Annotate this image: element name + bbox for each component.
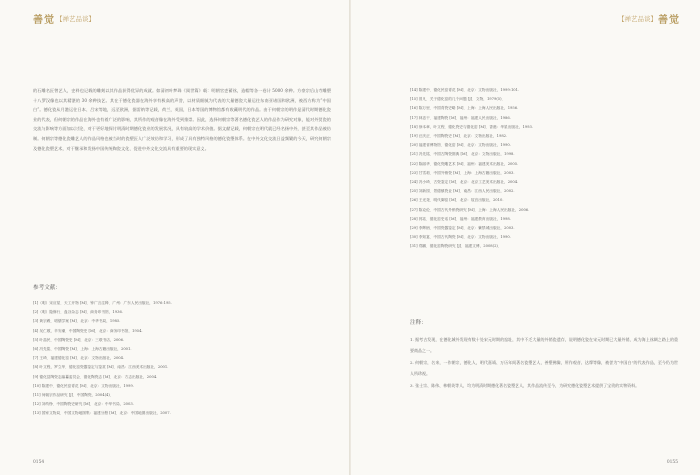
references-list-left <box>33 299 333 419</box>
brand-header-left <box>33 11 95 26</box>
column-label: 【禅艺品谈】 <box>618 15 657 23</box>
page-number-right: 0155 <box>666 460 678 465</box>
reference-item: [11] 何朝宗作品研究 [J]．中国陶瓷，2004(4)． <box>33 393 114 398</box>
reference-item: [31] 郑鹏．德化窑陶瓷研究 [J]．福建文博，2008(2)． <box>410 244 502 249</box>
reference-item: [9] 德化县陶瓷志编纂委员会．德化陶瓷志 [M]．北京：方志出版社，2004. <box>33 374 158 379</box>
reference-item: [21] 冯先铭．中国古陶瓷图典 [M]．北京：文物出版社，1998. <box>410 152 515 157</box>
reference-item: [24] 冯小琦．古瓷鉴定 [M]．北京：北京工艺美术出版社，2004. <box>410 180 519 185</box>
reference-item: [1]（明）宋应星．天工开物 [M]．钟广言注释．广州：广东人民出版社，1976:195. <box>33 301 172 305</box>
reference-item: [20] 福建省博物馆．德化窑 [M]．北京：文物出版社，1990. <box>410 143 511 148</box>
reference-item: [30] 李知宴．中国古代陶瓷 [M]．北京：文物出版社，1990. <box>410 235 511 240</box>
left-page <box>0 0 349 475</box>
body-text: 的石雕名匠曾艺人，史料也记载的雕刻以其作品获得优异的成就。如清初叶梦珠《阅世篇》载：明朝官吏蓄丝，造帽等各一卷计 5000 余种。方豪宗后山寺雕塑十八罗汉像也以其精湛的 30 余种技艺。其在于德化瓷器在海外享有极高的声誉，以材质细腻为代表的大量德瓷大量运往东南亚诸国和欧洲，被西方称为“中国白”。德化瓷从月港运往日本、吕宋等地，远至欧洲，据雷纳等记载，荷兰，英国，日本等国的博物馆都有收藏明代的作品。由于何朝宗的明作是清代时期德化瓷业的代表，但何朝宗的作品在海外也有着广泛的影响，其所作的观音像在海外受到推崇。因此，选择何朝宗等著名德化瓷艺人的作品作为研究对象，能对外贸瓷的交流与影响等方面加以讨论，对于更好地探讨明清时期德化瓷业的发展状况，具有较高的学术价值。据文献记载，何朝宗在明代就已经名扬中外，甚至其作品被仿制。何朝宗等德化瓷雕艺人的作品风格也被当时的瓷塑匠人广泛效仿和学习，形成了具有独特风格的德化瓷塑体系。在中外文化交流日益频繁的今天，研究何朝宗及德化瓷塑艺术，对于继承和发扬中国传统陶瓷文化、促进中外文化交流具有重要的现实意义。 <box>33 88 331 151</box>
reference-item: [22] 陈丽华．德化瓷雕艺术 [M]．福州：福建美术出版社，2005. <box>410 161 519 166</box>
reference-item: [7] 王琦．福建德化窑 [M]．北京：文物出版社，2004. <box>33 356 125 361</box>
notes-title: 注释： <box>410 320 427 326</box>
reference-item: [6] 冯先铭．中国陶瓷 [M]．上海：上海古籍出版社，2001. <box>33 347 132 352</box>
page-number-left: 0154 <box>33 460 45 465</box>
reference-item: [18] 徐本章，叶文程．德化瓷史与德化窑 [M]．香港：华星出版社，1993. <box>410 124 533 129</box>
reference-item: [12] 刘幼铮．中国陶瓷史研究 [M]．北京：中华书局，2003. <box>33 402 134 407</box>
reference-item: [10] 陈建中．德化民窑青花 [M]．北京：文物出版社，1999. <box>33 383 134 388</box>
reference-item: [17] 林忠干．福建陶瓷 [M]．福州：福建人民出版社，1986. <box>410 115 511 120</box>
brand-mark: 善觉 <box>33 15 55 26</box>
reference-item: [8] 叶文程，罗立华．德化窑瓷器鉴定与鉴赏 [M]．南昌：江西美术出版社，2001. <box>33 365 169 370</box>
note-item: 1. 据考古发现，在德化城外发现有数十处宋元时期的窑址，其中不乏大量的外销瓷遗存，说明德化瓷在宋元时期已大量外销，成为海上丝绸之路上的重要商品之一。 <box>410 337 678 353</box>
brand-mark: 善觉 <box>658 15 680 26</box>
reference-item: [2]（明）隐修行．盘谷杂志 [M]．商务印书馆，1936. <box>33 310 123 315</box>
reference-item: [3] 黄宗羲．明儒学案 [M]．北京：中华书局，1985. <box>33 319 121 324</box>
reference-item: [14] 陈建中．德化民窑青花 [M]．北京：文物出版社，1999:101. <box>410 88 520 92</box>
reference-item: [26] 王光尧．明代御窑 [M]．北京：故宫出版社，2010. <box>410 198 504 203</box>
reference-item: [19] 汪庆正．中国陶瓷史 [M]．北京：文物出版社，1982. <box>410 134 508 139</box>
note-item: 3. 张士宗、陈伟、林朝英等人，均为明清时期德化著名瓷塑艺人，其作品流传至今，为研究德化瓷塑艺术提供了宝贵的实物资料。 <box>410 383 640 388</box>
reference-item: [28] 郭祐．德化窑史话 [M]．福州：福建教育出版社，1998. <box>410 216 511 221</box>
note-item: 2. 何朝宗，名来，一作朝宗，德化人，明代嘉靖、万历年间著名瓷塑艺人，善塑佛像，所作观音、达摩等像，被誉为“中国白”的代表作品，至今仍为世人所珍视。 <box>410 360 678 376</box>
reference-item: [15] 曾凡．关于德化窑的几个问题 [J]．文物，1979(5)． <box>410 97 506 102</box>
reference-item: [16] 陈万里．中国青瓷史略 [M]．上海：上海人民出版社，1956. <box>410 106 519 111</box>
reference-item: [29] 李辉柄．中国瓷器鉴定 [M]．北京：紫禁城出版社，2003. <box>410 226 515 231</box>
brand-header-right <box>618 11 680 26</box>
reference-item: [25] 刘新园．景德镇瓷业 [M]．南昌：江西人民出版社，2002. <box>410 189 515 194</box>
reference-item: [5] 叶喆民．中国陶瓷史 [M]．北京：三联书店，2006. <box>33 337 125 342</box>
reference-item: [4] 吴仁敬，辛安潮．中国陶瓷史 [M]．北京：商务印书馆，1954. <box>33 328 143 333</box>
references-title: 参考文献： <box>33 285 61 291</box>
column-label: 【禅艺品谈】 <box>56 15 95 23</box>
reference-item: [13] 国家文物局．中国文物地图集：福建分册 [M]．北京：中国地图出版社，2007. <box>33 411 171 416</box>
reference-item: [27] 陈克伦．中国古代外销瓷研究 [M]．上海：上海人民出版社，2006. <box>410 207 530 212</box>
notes-list <box>410 335 678 394</box>
reference-item: [23] 甘雪莉．中国外销瓷 [M]．上海：上海古籍出版社，2003. <box>410 170 515 175</box>
references-list-right <box>410 86 680 252</box>
